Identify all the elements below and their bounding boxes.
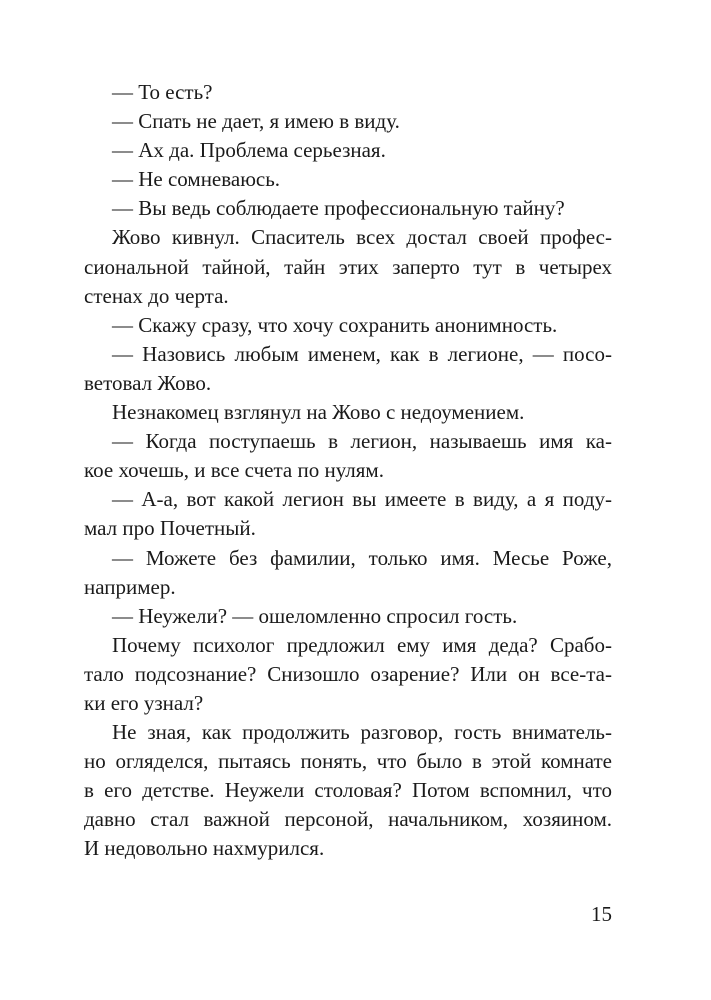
text-line: — Ах да. Проблема серьезная.	[112, 138, 386, 163]
text-line: кое хочешь, и все счета по нулям.	[84, 458, 384, 483]
text-line: — Назовись любым именем, как в легионе, — посо-	[112, 341, 612, 366]
text-line: тало подсознание? Снизошло озарение? Или он все-та-	[84, 661, 612, 686]
text-line: Почему психолог предложил ему имя деда? Срабо-	[112, 632, 612, 657]
text-line: но огляделся, пытаясь понять, что было в этой комнате	[84, 749, 612, 774]
text-line: например.	[84, 574, 176, 599]
text-line: мал про Почетный.	[84, 516, 256, 541]
text-line: стенах до черта.	[84, 283, 229, 308]
text-line: — А-а, вот какой легион вы имеете в виду, а я поду-	[112, 487, 612, 512]
text-line: сиональной тайной, тайн этих заперто тут в четырех	[84, 254, 612, 279]
text-line: — Неужели? — ошеломленно спросил гость.	[112, 603, 518, 628]
text-line: — Не сомневаюсь.	[112, 167, 281, 192]
text-line: Не зная, как продолжить разговор, гость вниматель-	[112, 720, 612, 745]
text-line: ветовал Жово.	[84, 370, 212, 395]
text-line: — Когда поступаешь в легион, называешь имя ка-	[112, 429, 612, 454]
text-line: — Вы ведь соблюдаете профессиональную тайну?	[112, 196, 565, 221]
text-line: Жово кивнул. Спаситель всех достал своей профес-	[112, 225, 612, 250]
text-line: — Можете без фамилии, только имя. Месье Роже,	[112, 545, 612, 570]
text-line: Незнакомец взглянул на Жово с недоумением.	[112, 400, 525, 425]
text-line: давно стал важной персоной, начальником, хозяином.	[84, 807, 612, 832]
text-line: — То есть?	[112, 80, 213, 104]
text-line: в его детстве. Неужели столовая? Потом вспомнил, что	[84, 778, 612, 803]
text-line: — Скажу сразу, что хочу сохранить анонимность.	[112, 312, 558, 337]
text-line: — Спать не дает, я имею в виду.	[112, 109, 400, 134]
text-line: ки его узнал?	[84, 690, 204, 715]
page-number: 15	[591, 902, 612, 926]
body-text	[84, 78, 612, 864]
text-line: И недовольно нахмурился.	[84, 836, 325, 861]
